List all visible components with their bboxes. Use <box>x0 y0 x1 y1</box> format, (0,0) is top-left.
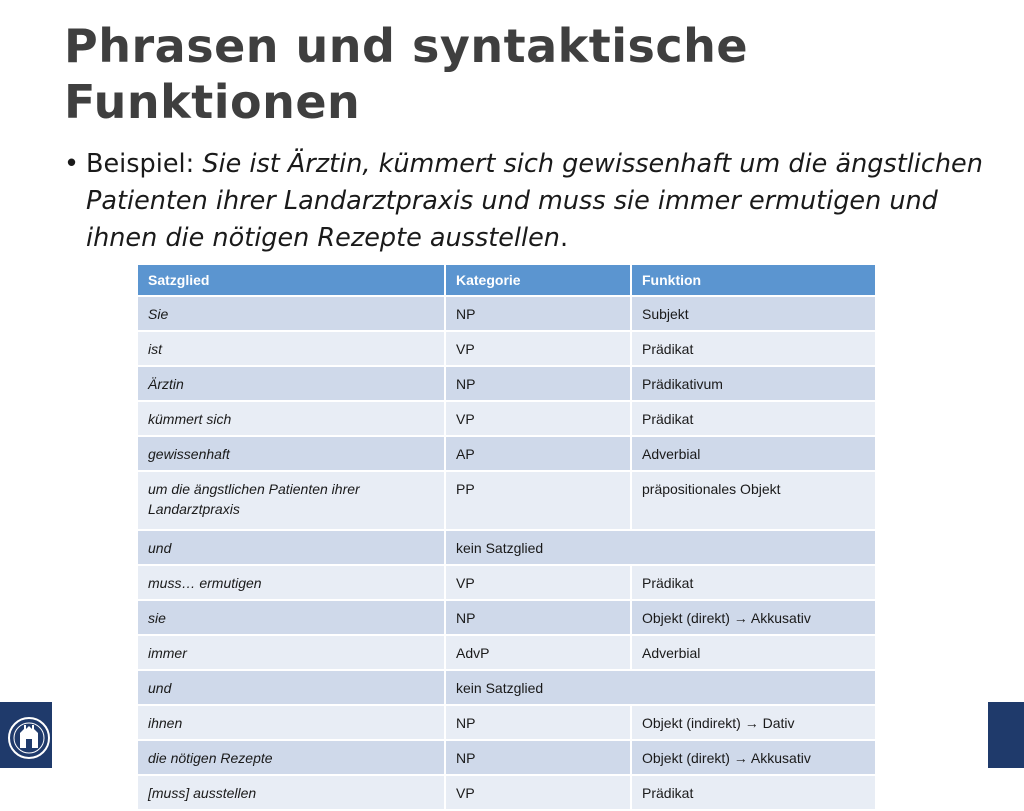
university-seal-icon <box>0 702 52 768</box>
cell-satzglied: kümmert sich <box>138 401 445 436</box>
cell-funktion: präpositionales Objekt <box>631 471 876 530</box>
corner-decoration <box>988 702 1024 768</box>
table-row <box>138 600 876 635</box>
cell-kategorie: kein Satzglied <box>445 670 876 705</box>
cell-funktion: Adverbial <box>631 436 876 471</box>
cell-satzglied: sie <box>138 600 445 635</box>
table-row <box>138 635 876 670</box>
example-label: Beispiel: <box>86 149 195 179</box>
example-bullet <box>64 146 984 257</box>
cell-satzglied: muss… ermutigen <box>138 565 445 600</box>
title-line-2: Funktionen <box>64 75 361 129</box>
cell-funktion: Objekt (indirekt) → Dativ <box>631 705 876 740</box>
table-row <box>138 401 876 436</box>
cell-funktion: Prädikat <box>631 775 876 810</box>
example-end: . <box>559 223 569 253</box>
cell-kategorie: NP <box>445 740 631 775</box>
cell-satzglied: [muss] ausstellen <box>138 775 445 810</box>
cell-funktion: Prädikat <box>631 565 876 600</box>
bullet-icon: • <box>64 149 80 179</box>
header-satzglied: Satzglied <box>138 265 445 296</box>
page-title <box>64 18 748 130</box>
phrase-function-table <box>138 265 877 811</box>
table-row <box>138 705 876 740</box>
cell-satzglied: ist <box>138 331 445 366</box>
cell-satzglied: um die ängstlichen Patienten ihrer Landarztpraxis <box>138 471 445 530</box>
cell-funktion: Objekt (direkt) → Akkusativ <box>631 740 876 775</box>
cell-kategorie: NP <box>445 296 631 331</box>
cell-kategorie: kein Satzglied <box>445 530 876 565</box>
cell-kategorie: VP <box>445 331 631 366</box>
university-seal-logo <box>0 702 52 768</box>
example-text <box>86 146 984 257</box>
cell-kategorie: VP <box>445 775 631 810</box>
cell-satzglied: immer <box>138 635 445 670</box>
cell-funktion: Objekt (direkt) → Akkusativ <box>631 600 876 635</box>
cell-funktion: Adverbial <box>631 635 876 670</box>
table-row <box>138 331 876 366</box>
table-row <box>138 296 876 331</box>
phrase-table-wrapper <box>138 265 876 811</box>
cell-satzglied: und <box>138 670 445 705</box>
cell-kategorie: AP <box>445 436 631 471</box>
table-row <box>138 471 876 530</box>
cell-satzglied: und <box>138 530 445 565</box>
cell-kategorie: NP <box>445 366 631 401</box>
table-row <box>138 530 876 565</box>
cell-kategorie: NP <box>445 705 631 740</box>
cell-funktion: Prädikativum <box>631 366 876 401</box>
cell-kategorie: PP <box>445 471 631 530</box>
cell-kategorie: VP <box>445 401 631 436</box>
cell-funktion: Prädikat <box>631 331 876 366</box>
cell-satzglied: die nötigen Rezepte <box>138 740 445 775</box>
table-row <box>138 366 876 401</box>
header-funktion: Funktion <box>631 265 876 296</box>
table-header-row <box>138 265 876 296</box>
cell-funktion: Prädikat <box>631 401 876 436</box>
cell-kategorie: NP <box>445 600 631 635</box>
example-sentence: Sie ist Ärztin, kümmert sich gewissenhaft um die ängstlichen Patienten ihrer Landarztpraxis und muss sie immer ermutigen und ihnen die nötigen Rezepte ausstellen <box>86 149 983 253</box>
cell-satzglied: Ärztin <box>138 366 445 401</box>
title-line-1: Phrasen und syntaktische <box>64 19 749 73</box>
cell-funktion: Subjekt <box>631 296 876 331</box>
header-kategorie: Kategorie <box>445 265 631 296</box>
cell-kategorie: VP <box>445 565 631 600</box>
table-row <box>138 436 876 471</box>
cell-satzglied: gewissenhaft <box>138 436 445 471</box>
cell-kategorie: AdvP <box>445 635 631 670</box>
cell-satzglied: Sie <box>138 296 445 331</box>
table-row <box>138 740 876 775</box>
table-row <box>138 775 876 810</box>
table-row <box>138 565 876 600</box>
table-row <box>138 670 876 705</box>
cell-satzglied: ihnen <box>138 705 445 740</box>
